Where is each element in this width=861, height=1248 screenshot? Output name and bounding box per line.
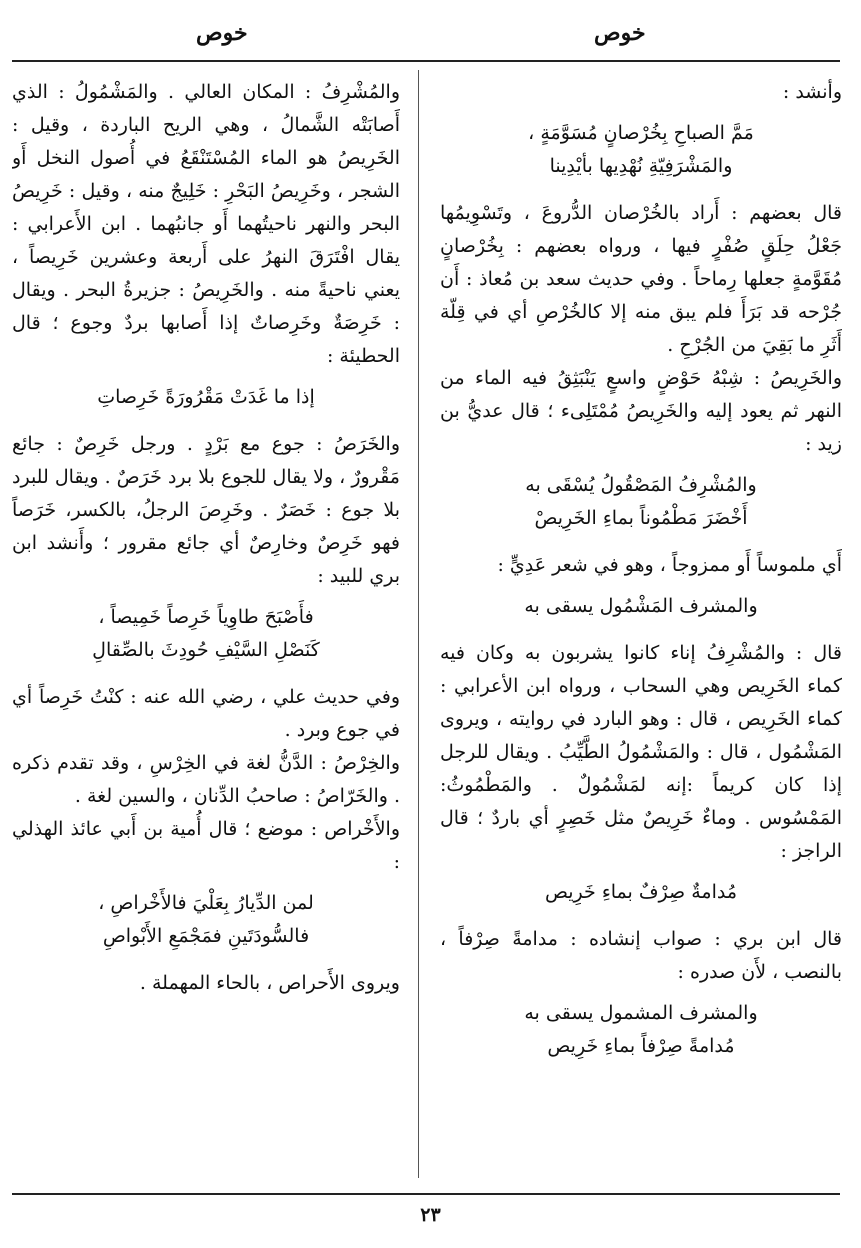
verse [12, 601, 400, 667]
entry-paragraph: ويروى الأَحراص ، بالحاء المهملة . [139, 972, 400, 994]
right-column [440, 76, 842, 1186]
verse [12, 887, 400, 953]
verse-line: والمُشْرِفُ المَصْقُولُ يُسْقَى به [525, 474, 757, 496]
entry-paragraph: قال : والمُشْرِفُ إناء كانوا يشربون به وكان فيه كماء الخَرِيص وهي السحاب ، ورواه ابن الأعرابي : كماء الخَرِيص ، قال : وهو البارد في روايته ، ويروى المَشْمُول ، قال : والمَشْمُولُ الطَّيِّبُ . ويقال للرجل إذا كان كريماً :إنه لمَشْمُولٌ . والمَطْمُوثُ: المَمْسُوس . وماءٌ خَرِيصٌ مثل خَصِرٍ أي باردٌ ؛ قال الراجز : [440, 642, 842, 862]
running-head-left: خوص [196, 20, 248, 46]
entry-paragraph: والخَرَصُ : جوع مع بَرْدٍ . ورجل خَرِصٌ : جائع مَقْرورٌ ، ولا يقال للجوع بلا برد خَرَصٌ . ويقال للبرد بلا جوع : خَصَرٌ . وخَرِصَ الرجلُ، بالكسر، خَرَصاً فهو خَرِصٌ وخارِصٌ أي جائع مقرور ؛ وأَنشد ابن بري للبيد : [12, 433, 400, 587]
verse-line: مَمَّ الصباحِ بِخُرْصانٍ مُسَوَّمَةٍ ، [528, 122, 754, 144]
entry-paragraph: والخِرْصُ : الدَّنُّ لغة في الخِرْسِ ، وقد تقدم ذكره . والخَرّاصُ : صاحبُ الدِّنان ، والسين لغة . [12, 752, 400, 807]
verse-line: مُدامةً صِرْفاً بماءِ خَرِيص [547, 1035, 735, 1057]
verse-line: والمشرف المشمول يسقى به [524, 1002, 758, 1024]
verse-line: والمشرف المَشْمُول يسقى به [524, 595, 758, 617]
verse [440, 876, 842, 909]
verse-line: والمَشْرَفِيّةِ نُهْدِيها بأيْدِينا [549, 155, 733, 177]
page-number: ٢٣ [420, 1204, 441, 1226]
entry-paragraph: قال ابن بري : صواب إنشاده : مدامةً صِرْفاً ، بالنصب ، لأَن صدره : [440, 928, 842, 983]
left-column [12, 76, 400, 1186]
verse-line: كَنَصْلِ السَّيْفِ حُودِثَ بالصِّقالِ [92, 639, 320, 661]
entry-paragraph: قال بعضهم : أَراد بالخُرْصان الدُّروعَ ، وتَسْوِيمُها جَعْلُ حِلَقٍ صُفْرٍ فيها ، ورواه بعضهم : بِخُرْصانٍ مُقَوَّمةٍ جعلها رِماحاً . وفي حديث سعد بن مُعاذ : أَن جُرْحه قد بَرَأَ فلم يبق منه إلا كالخُرْصِ أي في قِلّة أَثَرِ ما بَقِيَ من الجُرْحِ . [440, 202, 842, 356]
entry-paragraph: وفي حديث علي ، رضي الله عنه : كنْتُ خَرِصاً أي في جوع وبرد . [12, 686, 400, 741]
entry-paragraph: وأنشد : [782, 81, 842, 103]
verse [440, 997, 842, 1063]
verse-line: لمن الدِّيارُ بِعَلْيَ فالأَخْراصِ ، [98, 892, 314, 914]
verse [440, 117, 842, 183]
verse-line: فالسُّودَتَينِ فمَجْمَعِ الأَبْواصِ [102, 925, 310, 947]
verse [440, 469, 842, 535]
entry-paragraph: والخَرِيصُ : شِبْهُ حَوْضٍ واسعٍ يَنْبَثِقُ فيه الماء من النهر ثم يعود إليه والخَرِيصُ مُمْتَلِىء ؛ قال عديُّ بن زيد : [440, 367, 842, 455]
header-rule [12, 60, 840, 62]
column-divider [418, 70, 419, 1178]
verse-line: مُدامةٌ صِرْفٌ بماءِ خَرِيص [544, 881, 737, 903]
entry-paragraph: والأَخْراص : موضع ؛ قال أُمية بن أَبي عائذ الهذلي : [12, 818, 400, 873]
footer-rule [12, 1193, 840, 1195]
verse-line: إذا ما غَدَتْ مَقْرُورَةً خَرِصاتِ [97, 386, 315, 408]
verse [12, 381, 400, 414]
verse-line: أَخْضَرَ مَطْمُوناً بماءِ الخَرِيصْ [534, 507, 748, 529]
verse [440, 590, 842, 623]
entry-paragraph: والمُشْرِفُ : المكان العالي . والمَشْمُولُ : الذي أَصابَتْه الشَّمالُ ، وهي الريح الباردة ، وقيل : الخَرِيصُ هو الماء المُسْتَنْقَعُ في أُصول النخل أَو الشجر ، وخَرِيصُ البَحْرِ : خَلِيجٌ منه ، وقيل : خَرِيصُ البحر والنهر ناحيتُهما أَو جانبُهما . ابن الأَعرابي : يقال افْتَرَقَ النهرُ على أَربعة وعشرين خَرِيصاً ، يعني ناحيةً منه . والخَرِيصُ : جزيرةُ البحر . ويقال : خَرِصَةٌ وخَرِصاتٌ إذا أَصابها بردٌ وجوع ؛ قال الحطيئة : [12, 81, 400, 367]
running-head-right: خوص [594, 20, 646, 46]
verse-line: فأَصْبَحَ طاوِياً خَرِصاً خَمِيصاً ، [98, 606, 314, 628]
entry-paragraph: أَي ملموساً أَو ممزوجاً ، وهو في شعر عَدِيٍّ : [497, 554, 842, 576]
